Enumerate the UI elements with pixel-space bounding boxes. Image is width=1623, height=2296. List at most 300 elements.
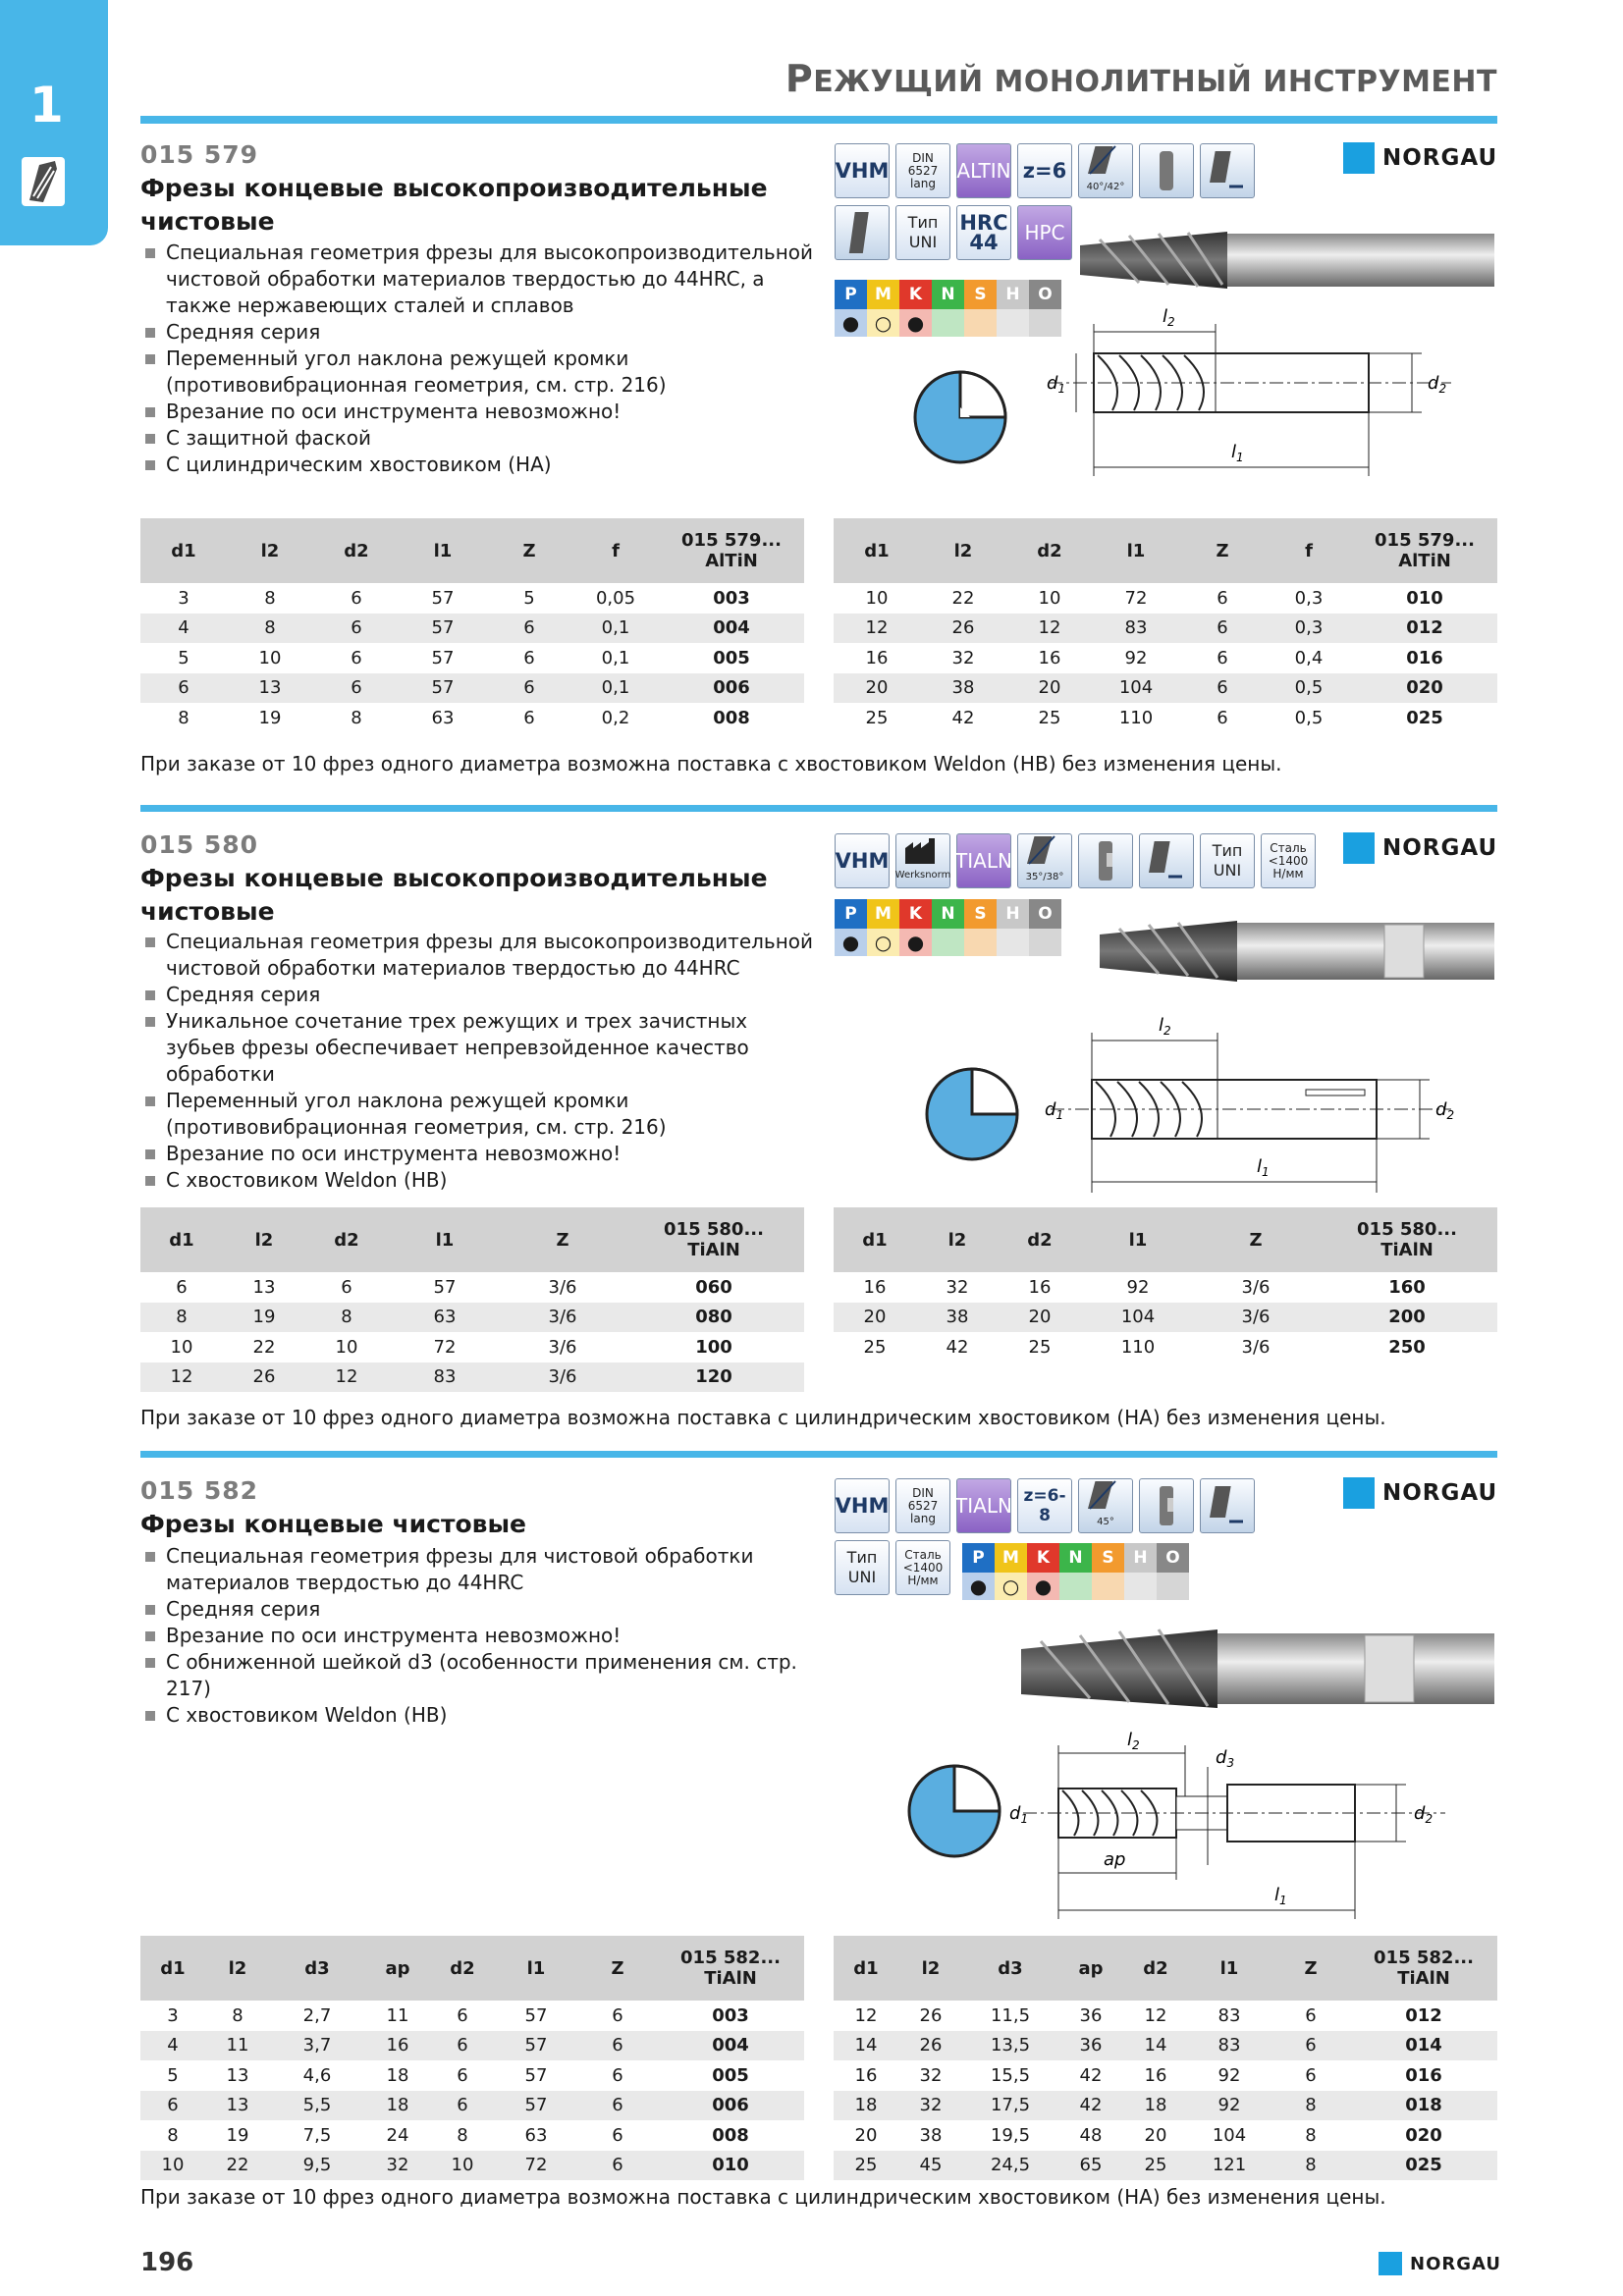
article-cell: 100 <box>623 1332 804 1362</box>
feature-item: Средняя серия <box>142 1596 820 1623</box>
col-header: l1 <box>494 1936 578 2001</box>
table-cell: 57 <box>388 1272 502 1303</box>
table-cell: 22 <box>920 583 1006 614</box>
table-row <box>140 2031 804 2061</box>
helix-angle-badge: 35°/38° <box>1017 833 1072 888</box>
spec-table-right <box>834 1936 1497 2180</box>
material-k: K <box>1027 1543 1059 1573</box>
table-cell: 6 <box>578 2060 657 2091</box>
material-m: M <box>867 899 899 929</box>
table-cell: 5,5 <box>270 2091 364 2121</box>
article-cell: 120 <box>623 1362 804 1393</box>
table-cell: 8 <box>140 1303 223 1333</box>
cutting-direction-icon <box>1200 1478 1255 1533</box>
tool-photo <box>1100 913 1497 987</box>
table-cell: 72 <box>1093 583 1179 614</box>
table-cell: 36 <box>1057 2031 1124 2061</box>
table-cell: 16 <box>834 1272 916 1303</box>
col-header: Z <box>486 518 572 583</box>
table-row <box>834 1332 1497 1362</box>
table-row <box>834 2091 1497 2121</box>
table-cell: 25 <box>834 2151 898 2181</box>
feature-item: Переменный угол наклона режущей кромки (противовибрационная геометрия, см. стр. 216) <box>142 1088 820 1141</box>
table-cell: 13 <box>223 1272 305 1303</box>
table-cell: 57 <box>494 2031 578 2061</box>
feature-item: Средняя серия <box>142 982 820 1008</box>
dim-d3: $d_3$ <box>1216 1747 1235 1770</box>
spec-table-left <box>140 518 804 733</box>
table-cell: 42 <box>916 1332 999 1362</box>
table-cell: 0,4 <box>1266 643 1352 673</box>
feature-item: Специальная геометрия фрезы для высокопроизводительной чистовой обработки материалов твердостью до 44HRC <box>142 929 820 982</box>
table-cell: 6 <box>1179 673 1266 704</box>
material-mark <box>1124 1573 1157 1600</box>
article-cell: 060 <box>623 1272 804 1303</box>
table-row <box>140 2151 804 2181</box>
col-header: f <box>572 518 659 583</box>
badge-row <box>835 1540 950 1595</box>
material-m: M <box>995 1543 1027 1573</box>
col-header: ap <box>1057 1936 1124 2001</box>
article-header: 015 579... AlTiN <box>1352 518 1497 583</box>
table-cell: 0,3 <box>1266 583 1352 614</box>
table-row <box>140 2091 804 2121</box>
col-header: d1 <box>834 1207 916 1272</box>
table-cell: 83 <box>1187 2001 1271 2031</box>
material-p: P <box>962 1543 995 1573</box>
table-cell: 12 <box>140 1362 223 1393</box>
feature-item: С цилиндрическим хвостовиком (HA) <box>142 452 820 478</box>
table-cell: 0,2 <box>572 703 659 733</box>
table-cell: 4 <box>140 614 227 644</box>
table-cell: 0,5 <box>1266 703 1352 733</box>
col-header: l1 <box>400 518 486 583</box>
material-mark <box>1157 1573 1189 1600</box>
feature-item: Уникальное сочетание трех режущих и трех зачистных зубьев фрезы обеспечивает непревзойденное качество обработки <box>142 1008 820 1088</box>
table-cell: 0,05 <box>572 583 659 614</box>
table-cell: 10 <box>305 1332 388 1362</box>
weldon-shank-icon <box>1078 833 1133 888</box>
type-badge: Тип UNI <box>1200 833 1255 888</box>
article-cell: 010 <box>1352 583 1497 614</box>
table-cell: 3/6 <box>502 1362 623 1393</box>
table-cell: 25 <box>834 1332 916 1362</box>
table-cell: 18 <box>834 2091 898 2121</box>
product-code: 015 579 <box>140 140 259 169</box>
table-cell: 42 <box>920 703 1006 733</box>
dim-l1: $l_1$ <box>1257 1156 1270 1179</box>
article-cell: 160 <box>1317 1272 1497 1303</box>
table-cell: 6 <box>486 703 572 733</box>
table-cell: 6 <box>313 643 400 673</box>
dim-d2: $d_2$ <box>1428 373 1447 396</box>
teeth-badge: z=6-8 <box>1017 1478 1072 1533</box>
hrc-badge: HRC 44 <box>956 205 1011 260</box>
table-cell: 6 <box>1271 2001 1350 2031</box>
material-mark <box>964 929 997 956</box>
table-cell: 13 <box>205 2091 270 2121</box>
logo-square-icon <box>1379 2252 1402 2275</box>
table-cell: 16 <box>834 643 920 673</box>
dim-d1: $d_1$ <box>1009 1803 1029 1826</box>
table-cell: 92 <box>1187 2091 1271 2121</box>
table-row <box>834 2151 1497 2181</box>
table-cell: 32 <box>920 643 1006 673</box>
table-cell: 57 <box>494 2001 578 2031</box>
material-groups <box>835 899 1061 956</box>
helix-angle-badge: 40°/42° <box>1078 143 1133 198</box>
table-cell: 10 <box>431 2151 494 2181</box>
table-row <box>140 614 804 644</box>
article-cell: 025 <box>1350 2151 1497 2181</box>
table-cell: 32 <box>364 2151 431 2181</box>
table-cell: 12 <box>1124 2001 1187 2031</box>
shank-icon <box>1139 143 1194 198</box>
col-header: Z <box>578 1936 657 2001</box>
table-cell: 6 <box>486 614 572 644</box>
material-k: K <box>899 899 932 929</box>
product-title: Фрезы концевые высокопроизводительные чистовые <box>140 864 768 926</box>
table-cell: 121 <box>1187 2151 1271 2181</box>
article-cell: 008 <box>657 2120 804 2151</box>
material-o: O <box>1029 899 1061 929</box>
table-cell: 3,7 <box>270 2031 364 2061</box>
badge-row <box>835 833 1316 888</box>
table-cell: 4,6 <box>270 2060 364 2091</box>
article-cell: 020 <box>1350 2120 1497 2151</box>
table-row <box>834 673 1497 704</box>
logo-square-icon <box>1343 1477 1375 1509</box>
material-mark <box>1059 1573 1092 1600</box>
table-row <box>140 673 804 704</box>
table-cell: 2,7 <box>270 2001 364 2031</box>
table-cell: 48 <box>1057 2120 1124 2151</box>
table-cell: 26 <box>223 1362 305 1393</box>
steel-badge: Сталь <1400 Н/мм <box>895 1540 950 1595</box>
col-header: l1 <box>1081 1207 1195 1272</box>
table-row <box>834 2060 1497 2091</box>
table-row <box>834 2031 1497 2061</box>
col-header: d2 <box>305 1207 388 1272</box>
spec-table-left <box>140 1936 804 2180</box>
type-badge: Тип UNI <box>835 1540 890 1595</box>
col-header: d1 <box>140 1936 205 2001</box>
spec-table-right <box>834 518 1497 733</box>
table-cell: 6 <box>486 673 572 704</box>
table-cell: 32 <box>916 1272 999 1303</box>
table-row <box>140 583 804 614</box>
order-note: При заказе от 10 фрез одного диаметра возможна поставка с хвостовиком Weldon (HB) без изменения цены. <box>140 752 1282 775</box>
dim-l2: $l_2$ <box>1163 306 1175 329</box>
page-number: 196 <box>140 2248 194 2277</box>
table-cell: 8 <box>140 2120 205 2151</box>
tool-drawing <box>901 285 1500 481</box>
table-cell: 83 <box>388 1362 502 1393</box>
col-header: Z <box>1179 518 1266 583</box>
steel-badge: Сталь <1400 Н/мм <box>1261 833 1316 888</box>
col-header: l2 <box>916 1207 999 1272</box>
table-cell: 8 <box>431 2120 494 2151</box>
table-row <box>834 1272 1497 1303</box>
col-header: d3 <box>270 1936 364 2001</box>
material-mark: ○ <box>995 1573 1027 1600</box>
product-code: 015 582 <box>140 1476 259 1505</box>
cutting-direction-icon <box>1200 143 1255 198</box>
feature-list <box>142 929 820 1194</box>
material-mark: ● <box>1027 1573 1059 1600</box>
product-title: Фрезы концевые чистовые <box>140 1510 527 1538</box>
table-cell: 6 <box>578 2120 657 2151</box>
table-cell: 92 <box>1081 1272 1195 1303</box>
feature-item: С хвостовиком Weldon (HB) <box>142 1167 820 1194</box>
article-cell: 003 <box>657 2001 804 2031</box>
table-cell: 32 <box>898 2091 963 2121</box>
feature-item: С хвостовиком Weldon (HB) <box>142 1702 820 1729</box>
article-cell: 016 <box>1350 2060 1497 2091</box>
end-mill-geometry-icon <box>835 205 890 260</box>
logo-square-icon <box>1343 142 1375 174</box>
cutting-direction-icon <box>1139 833 1194 888</box>
table-cell: 6 <box>140 1272 223 1303</box>
table-cell: 11 <box>205 2031 270 2061</box>
table-row <box>834 1303 1497 1333</box>
dim-d2: $d_2$ <box>1435 1099 1455 1122</box>
article-header: 015 582... TiAlN <box>657 1936 804 2001</box>
table-cell: 19 <box>223 1303 305 1333</box>
din-badge: DIN 6527 lang <box>895 1478 950 1533</box>
tool-drawing <box>895 1728 1500 1924</box>
dim-d1: $d_1$ <box>1047 373 1066 396</box>
table-row <box>140 1332 804 1362</box>
table-row <box>140 703 804 733</box>
tool-drawing <box>913 1001 1500 1198</box>
table-cell: 18 <box>364 2091 431 2121</box>
coating-badge: TIALN <box>956 1478 1011 1533</box>
material-o: O <box>1157 1543 1189 1573</box>
page-header-title: РЕЖУЩИЙ МОНОЛИТНЫЙ ИНСТРУМЕНТ <box>784 57 1497 100</box>
feature-item: Переменный угол наклона режущей кромки (противовибрационная геометрия, см. стр. 216) <box>142 346 820 399</box>
article-cell: 004 <box>659 614 804 644</box>
product-code: 015 580 <box>140 830 259 859</box>
material-mark <box>1092 1573 1124 1600</box>
table-row <box>834 2001 1497 2031</box>
material-s: S <box>964 899 997 929</box>
table-cell: 6 <box>313 583 400 614</box>
table-cell: 10 <box>140 1332 223 1362</box>
col-header: d2 <box>313 518 400 583</box>
article-cell: 016 <box>1352 643 1497 673</box>
table-cell: 104 <box>1187 2120 1271 2151</box>
table-cell: 6 <box>486 643 572 673</box>
table-cell: 11,5 <box>963 2001 1057 2031</box>
table-cell: 10 <box>227 643 313 673</box>
section-rule <box>140 1451 1497 1458</box>
table-cell: 8 <box>1271 2151 1350 2181</box>
end-mill-icon <box>22 157 65 206</box>
table-cell: 16 <box>1124 2060 1187 2091</box>
table-cell: 19,5 <box>963 2120 1057 2151</box>
article-cell: 020 <box>1352 673 1497 704</box>
table-row <box>140 1362 804 1393</box>
table-cell: 6 <box>1271 2060 1350 2091</box>
feature-item: Врезание по оси инструмента невозможно! <box>142 399 820 425</box>
feature-item: Средняя серия <box>142 319 820 346</box>
table-cell: 0,1 <box>572 643 659 673</box>
table-cell: 6 <box>431 2060 494 2091</box>
table-cell: 3/6 <box>1195 1272 1317 1303</box>
table-cell: 10 <box>834 583 920 614</box>
table-cell: 10 <box>140 2151 205 2181</box>
table-cell: 65 <box>1057 2151 1124 2181</box>
teeth-badge: z=6 <box>1017 143 1072 198</box>
vhm-badge: VHM <box>835 1478 890 1533</box>
table-cell: 57 <box>494 2091 578 2121</box>
table-row <box>834 583 1497 614</box>
article-cell: 003 <box>659 583 804 614</box>
table-row <box>834 2120 1497 2151</box>
article-cell: 080 <box>623 1303 804 1333</box>
dim-l2: $l_2$ <box>1159 1015 1171 1038</box>
article-cell: 006 <box>659 673 804 704</box>
table-row <box>140 1303 804 1333</box>
table-row <box>140 2060 804 2091</box>
table-cell: 13,5 <box>963 2031 1057 2061</box>
table-cell: 20 <box>834 1303 916 1333</box>
table-cell: 10 <box>1006 583 1093 614</box>
table-cell: 26 <box>898 2001 963 2031</box>
table-cell: 110 <box>1081 1332 1195 1362</box>
table-cell: 19 <box>205 2120 270 2151</box>
table-cell: 8 <box>140 703 227 733</box>
table-cell: 32 <box>898 2060 963 2091</box>
table-cell: 25 <box>1006 703 1093 733</box>
table-cell: 5 <box>486 583 572 614</box>
table-cell: 92 <box>1093 643 1179 673</box>
material-mark: ● <box>835 309 867 337</box>
article-cell: 014 <box>1350 2031 1497 2061</box>
table-cell: 0,3 <box>1266 614 1352 644</box>
werksnorm-badge: Werksnorm <box>895 833 950 888</box>
table-cell: 38 <box>916 1303 999 1333</box>
table-cell: 14 <box>1124 2031 1187 2061</box>
table-cell: 4 <box>140 2031 205 2061</box>
col-header: d2 <box>1124 1936 1187 2001</box>
coating-badge: TIALN <box>956 833 1011 888</box>
spec-table-left <box>140 1207 804 1392</box>
material-mark <box>1029 929 1061 956</box>
article-cell: 250 <box>1317 1332 1497 1362</box>
dim-d1: $d_1$ <box>1045 1099 1064 1122</box>
table-row <box>834 703 1497 733</box>
material-mark: ● <box>962 1573 995 1600</box>
section-rule <box>140 805 1497 812</box>
tool-photo <box>1021 1620 1497 1718</box>
table-cell: 6 <box>431 2091 494 2121</box>
table-cell: 0,1 <box>572 673 659 704</box>
header-rule <box>140 116 1497 124</box>
col-header: d1 <box>140 1207 223 1272</box>
article-cell: 012 <box>1352 614 1497 644</box>
table-cell: 6 <box>1179 703 1266 733</box>
material-s: S <box>1092 1543 1124 1573</box>
material-h: H <box>997 899 1029 929</box>
table-cell: 16 <box>1006 643 1093 673</box>
table-row <box>834 643 1497 673</box>
table-cell: 20 <box>1006 673 1093 704</box>
feature-item: С обниженной шейкой d3 (особенности применения см. стр. 217) <box>142 1649 820 1702</box>
table-cell: 26 <box>920 614 1006 644</box>
table-cell: 20 <box>999 1303 1081 1333</box>
article-cell: 005 <box>657 2060 804 2091</box>
table-cell: 6 <box>431 2001 494 2031</box>
table-cell: 6 <box>140 673 227 704</box>
dim-ap: ap <box>1104 1849 1126 1870</box>
table-cell: 16 <box>364 2031 431 2061</box>
col-header: l2 <box>205 1936 270 2001</box>
article-cell: 006 <box>657 2091 804 2121</box>
badge-row <box>835 143 1255 198</box>
din-badge: DIN 6527 lang <box>895 143 950 198</box>
table-cell: 6 <box>1179 583 1266 614</box>
feature-list <box>142 1543 820 1729</box>
article-header: 015 579... AlTiN <box>659 518 804 583</box>
brand-logo: NORGAU <box>1343 832 1497 864</box>
table-cell: 3/6 <box>502 1332 623 1362</box>
table-cell: 25 <box>1124 2151 1187 2181</box>
table-cell: 8 <box>313 703 400 733</box>
vhm-badge: VHM <box>835 143 890 198</box>
table-cell: 11 <box>364 2001 431 2031</box>
table-cell: 3 <box>140 2001 205 2031</box>
table-cell: 26 <box>898 2031 963 2061</box>
col-header: d1 <box>140 518 227 583</box>
table-cell: 3 <box>140 583 227 614</box>
chapter-tab <box>0 0 108 245</box>
footer-brand-logo: NORGAU <box>1379 2252 1501 2275</box>
dim-l1: $l_1$ <box>1231 442 1244 464</box>
table-cell: 6 <box>578 2031 657 2061</box>
col-header: ap <box>364 1936 431 2001</box>
table-cell: 6 <box>1271 2031 1350 2061</box>
table-cell: 13 <box>205 2060 270 2091</box>
col-header: l2 <box>898 1936 963 2001</box>
table-cell: 38 <box>898 2120 963 2151</box>
material-groups <box>962 1543 1189 1600</box>
table-row <box>140 2001 804 2031</box>
material-mark: ● <box>899 309 932 337</box>
spec-table-right <box>834 1207 1497 1362</box>
table-cell: 8 <box>205 2001 270 2031</box>
table-cell: 72 <box>388 1332 502 1362</box>
material-n: N <box>1059 1543 1092 1573</box>
table-cell: 24 <box>364 2120 431 2151</box>
table-cell: 7,5 <box>270 2120 364 2151</box>
table-cell: 25 <box>834 703 920 733</box>
article-cell: 008 <box>659 703 804 733</box>
col-header: d2 <box>1006 518 1093 583</box>
feature-item: Специальная геометрия фрезы для чистовой обработки материалов твердостью до 44HRC <box>142 1543 820 1596</box>
article-cell: 025 <box>1352 703 1497 733</box>
material-s: S <box>964 280 997 309</box>
table-cell: 0,5 <box>1266 673 1352 704</box>
table-cell: 15,5 <box>963 2060 1057 2091</box>
order-note: При заказе от 10 фрез одного диаметра возможна поставка с цилиндрическим хвостовиком (HA) без изменения цены. <box>140 1406 1386 1429</box>
table-cell: 16 <box>834 2060 898 2091</box>
badge-row <box>835 205 1072 260</box>
product-title: Фрезы концевые высокопроизводительные чистовые <box>140 174 768 236</box>
table-cell: 6 <box>578 2001 657 2031</box>
table-cell: 57 <box>400 583 486 614</box>
